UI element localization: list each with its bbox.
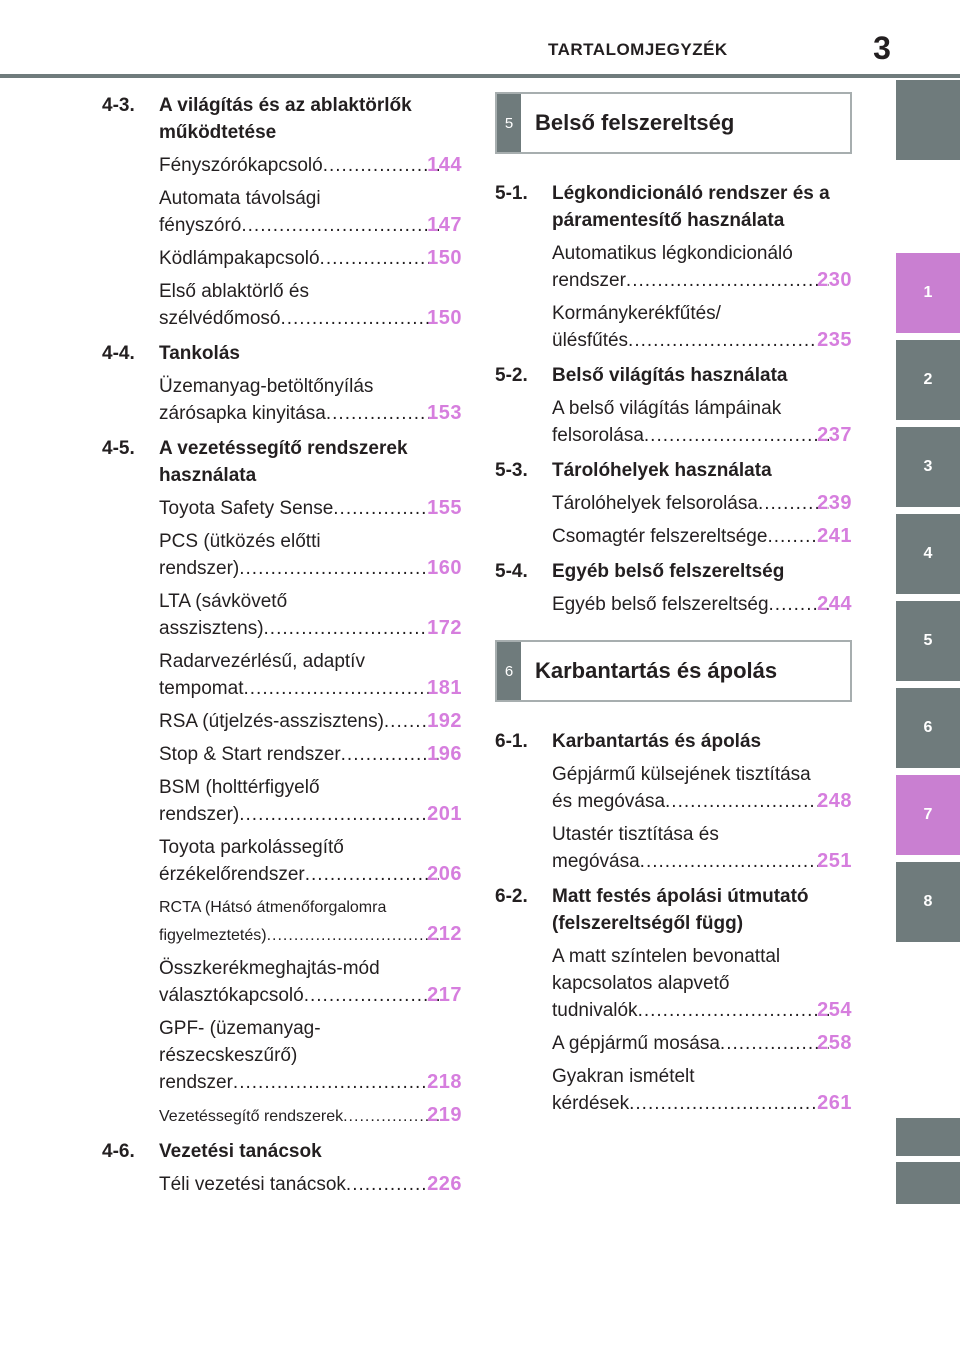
section-heading[interactable]	[102, 1138, 462, 1165]
toc-entry-page[interactable]: 172	[427, 617, 462, 639]
section-number: 5-1.	[495, 183, 528, 204]
toc-entry[interactable]	[159, 708, 462, 735]
toc-entry-page[interactable]: 217	[427, 984, 462, 1006]
toc-entry-label: Vezetéssegítő rendszerek	[159, 1108, 344, 1125]
toc-entry-label: fényszóró	[159, 215, 242, 236]
toc-entry-label: Toyota parkolássegítő	[159, 837, 344, 858]
toc-entry[interactable]	[552, 523, 852, 550]
dot-leader	[665, 788, 829, 815]
toc-entry-label: Radarvezérlésű, adaptív	[159, 651, 365, 672]
toc-entry-page[interactable]: 192	[427, 710, 462, 732]
section-title: Belső világítás használata	[552, 365, 788, 386]
section-heading[interactable]	[495, 362, 852, 389]
dot-leader	[720, 1030, 829, 1057]
section-title: A világítás és az ablaktörlők működtetése	[159, 95, 412, 143]
toc-entry-label: Gyakran ismételt	[552, 1066, 695, 1087]
section-title: Tankolás	[159, 343, 240, 364]
toc-entry-label: Tárolóhelyek felsorolása	[552, 493, 758, 514]
toc-entry-page[interactable]: 181	[427, 677, 462, 699]
toc-entry-label: tempomat	[159, 678, 244, 699]
toc-entry-page[interactable]: 237	[817, 424, 852, 446]
toc-entry[interactable]	[159, 834, 462, 888]
dot-leader	[267, 922, 440, 949]
toc-entry-label: BSM (holttérfigyelő	[159, 777, 320, 798]
chapter-tab-6[interactable]: 6	[896, 688, 960, 768]
section-heading[interactable]	[495, 457, 852, 484]
toc-entry-label: Téli vezetési tanácsok	[159, 1174, 346, 1195]
section-number: 5-2.	[495, 365, 528, 386]
chapter-6-header[interactable]	[495, 640, 852, 702]
chapter-5-sections	[495, 180, 852, 618]
dot-leader	[241, 212, 439, 239]
header-title: TARTALOMJEGYZÉK	[548, 40, 728, 59]
dot-leader	[264, 615, 440, 642]
toc-entry-label: RCTA (Hátsó átmenőforgalomra	[159, 899, 387, 916]
chapter-number: 6	[497, 642, 521, 700]
section-heading[interactable]	[495, 728, 852, 755]
chapter-title: Karbantartás és ápolás	[535, 658, 778, 683]
toc-entry-label: figyelmeztetés)	[159, 927, 267, 944]
toc-entry-page[interactable]: 261	[817, 1092, 852, 1114]
header-rule	[0, 74, 960, 78]
section-heading[interactable]	[495, 180, 852, 234]
toc-entry-page[interactable]: 226	[427, 1173, 462, 1195]
toc-entry-page[interactable]: 239	[817, 492, 852, 514]
toc-entry[interactable]	[159, 741, 462, 768]
dot-leader	[304, 982, 439, 1009]
toc-entry[interactable]	[552, 761, 852, 815]
toc-entry-label: zárósapka kinyitása	[159, 403, 326, 424]
toc-entry-page[interactable]: 218	[427, 1071, 462, 1093]
toc-entry-page[interactable]: 206	[427, 863, 462, 885]
chapter-5-header[interactable]	[495, 92, 852, 154]
toc-entry-label: és megóvása	[552, 791, 666, 812]
toc-entry-label: rendszer	[159, 1072, 233, 1093]
section-number: 4-5.	[102, 438, 135, 459]
toc-entry-label: Automata távolsági	[159, 188, 321, 209]
chapter-tab-blank[interactable]	[896, 1162, 960, 1204]
toc-entry-label: Fényszórókapcsoló	[159, 155, 323, 176]
section-number: 5-4.	[495, 561, 528, 582]
toc-left-column	[102, 92, 462, 1198]
toc-entry[interactable]	[552, 395, 852, 449]
toc-entry-label: érzékelőrendszer	[159, 864, 305, 885]
dot-leader	[629, 1090, 829, 1117]
dot-leader	[341, 741, 439, 768]
section-title: Karbantartás és ápolás	[552, 731, 762, 752]
toc-entry-label: Üzemanyag-betöltőnyílás	[159, 376, 374, 397]
toc-entry-label: ülésfűtés	[552, 330, 629, 351]
toc-entry-page[interactable]: 258	[817, 1032, 852, 1054]
section-number: 6-1.	[495, 731, 528, 752]
toc-entry-label: Ködlámpakapcsoló	[159, 248, 320, 269]
toc-entry[interactable]	[552, 240, 852, 294]
toc-entry[interactable]	[159, 894, 462, 949]
toc-entry-label: A belső világítás lámpáinak	[552, 398, 782, 419]
toc-entry[interactable]	[552, 821, 852, 875]
dot-leader	[343, 1103, 439, 1130]
dot-leader	[233, 1069, 439, 1096]
chapter-tab-3[interactable]: 3	[896, 427, 960, 507]
toc-entry-label: Egyéb belső felszereltség	[552, 594, 769, 615]
toc-entry-page[interactable]: 241	[817, 525, 852, 547]
chapter-tab-7[interactable]: 7	[896, 775, 960, 855]
toc-entry[interactable]	[159, 648, 462, 702]
dot-leader	[628, 327, 829, 354]
toc-entry-page[interactable]: 251	[817, 850, 852, 872]
toc-entry-page[interactable]: 254	[817, 999, 852, 1021]
toc-entry[interactable]	[159, 495, 462, 522]
dot-leader	[323, 152, 439, 179]
section-title: Egyéb belső felszereltség	[552, 561, 785, 582]
chapter-number: 5	[497, 94, 521, 152]
chapter-6-sections	[495, 728, 852, 1117]
dot-leader	[326, 400, 439, 427]
toc-entry[interactable]	[159, 774, 462, 828]
toc-entry-label: A gépjármű mosása	[552, 1033, 720, 1054]
toc-entry-page[interactable]: 144	[427, 154, 462, 176]
toc-entry[interactable]	[159, 152, 462, 179]
dot-leader	[239, 555, 439, 582]
toc-entry-label: szélvédőmosó	[159, 308, 281, 329]
dot-leader	[320, 245, 440, 272]
section-heading[interactable]	[102, 435, 462, 489]
toc-entry-label: LTA (sávkövető	[159, 591, 288, 612]
toc-entry[interactable]	[552, 300, 852, 354]
section-title: Matt festés ápolási útmutató (felszereltségől függ)	[552, 886, 809, 934]
toc-entry[interactable]	[159, 185, 462, 239]
toc-entry-label: Összkerékmeghajtás-mód	[159, 958, 380, 979]
chapter-tab-blank[interactable]	[896, 80, 960, 160]
toc-entry-label: tudnivalók	[552, 1000, 638, 1021]
toc-entry[interactable]	[552, 591, 852, 618]
toc-entry-page[interactable]: 235	[817, 329, 852, 351]
toc-entry-page[interactable]: 150	[427, 307, 462, 329]
section-number: 5-3.	[495, 460, 528, 481]
toc-entry[interactable]	[159, 278, 462, 332]
chapter-tab-5[interactable]: 5	[896, 601, 960, 681]
toc-right-column	[495, 92, 852, 1117]
section-heading[interactable]	[495, 558, 852, 585]
toc-entry-label: PCS (ütközés előtti	[159, 531, 321, 552]
section-heading[interactable]	[102, 340, 462, 367]
section-number: 4-3.	[102, 95, 135, 116]
section-title: Vezetési tanácsok	[159, 1141, 322, 1162]
section-number: 4-4.	[102, 343, 135, 364]
toc-entry-page[interactable]: 248	[817, 790, 852, 812]
toc-entry-label: rendszer)	[159, 804, 240, 825]
toc-entry-label: megóvása	[552, 851, 640, 872]
chapter-tab-4[interactable]: 4	[896, 514, 960, 594]
toc-entry-label: Stop & Start rendszer	[159, 744, 341, 765]
toc-entry-label: Toyota Safety Sense	[159, 498, 334, 519]
dot-leader	[640, 848, 829, 875]
toc-entry-page[interactable]: 201	[427, 803, 462, 825]
chapter-tab-blank[interactable]	[896, 1118, 960, 1156]
toc-entry-page[interactable]: 196	[427, 743, 462, 765]
toc-entry[interactable]	[159, 1015, 462, 1096]
toc-entry-label: A matt színtelen bevonattal	[552, 946, 781, 967]
section-number: 4-6.	[102, 1141, 135, 1162]
toc-entry-label: Csomagtér felszereltsége	[552, 526, 768, 547]
toc-entry[interactable]	[552, 943, 852, 1024]
dot-leader	[626, 267, 829, 294]
section-number: 6-2.	[495, 886, 528, 907]
toc-entry[interactable]	[552, 490, 852, 517]
toc-entry[interactable]	[159, 373, 462, 427]
page-number: 3	[873, 30, 891, 66]
chapter-tab-8[interactable]: 8	[896, 862, 960, 942]
toc-entry-page[interactable]: 147	[427, 214, 462, 236]
toc-entry-page[interactable]: 155	[427, 497, 462, 519]
section-heading[interactable]	[495, 883, 852, 937]
chapter-tab-2[interactable]: 2	[896, 340, 960, 420]
toc-entry-label: kérdések	[552, 1093, 630, 1114]
toc-entry-label: rendszer	[552, 270, 626, 291]
toc-entry-page[interactable]: 150	[427, 247, 462, 269]
dot-leader	[638, 997, 830, 1024]
toc-entry-page[interactable]: 160	[427, 557, 462, 579]
dot-leader	[644, 422, 829, 449]
dot-leader	[280, 305, 439, 332]
toc-entry-label: Kormánykerékfűtés/	[552, 303, 721, 324]
toc-entry-label: felsorolása	[552, 425, 644, 446]
toc-entry-label: kapcsolatos alapvető	[552, 973, 730, 994]
toc-entry-label: RSA (útjelzés-asszisztens)	[159, 711, 384, 732]
section-heading[interactable]	[102, 92, 462, 146]
toc-entry[interactable]	[159, 588, 462, 642]
toc-entry[interactable]	[159, 1171, 462, 1198]
toc-entry[interactable]	[159, 955, 462, 1009]
dot-leader	[305, 861, 439, 888]
dot-leader	[346, 1171, 439, 1198]
dot-leader	[239, 801, 439, 828]
toc-entry-page[interactable]: 153	[427, 402, 462, 424]
toc-entry[interactable]	[552, 1030, 852, 1057]
toc-entry[interactable]	[159, 1102, 462, 1130]
section-title: Légkondicionáló rendszer és a páramentesítő használata	[552, 183, 830, 231]
chapter-title: Belső felszereltség	[535, 110, 735, 135]
toc-entry-label: választókapcsoló	[159, 985, 304, 1006]
toc-entry-label: Utastér tisztítása és	[552, 824, 719, 845]
chapter-tab-1[interactable]: 1	[896, 253, 960, 333]
toc-entry-label: részecskeszűrő)	[159, 1045, 298, 1066]
toc-entry-page[interactable]: 212	[427, 923, 462, 945]
toc-entry-page[interactable]: 219	[427, 1104, 462, 1126]
toc-entry-label: Gépjármű külsejének tisztítása	[552, 764, 811, 785]
toc-entry-page[interactable]: 244	[817, 593, 852, 615]
dot-leader	[333, 495, 439, 522]
toc-entry-label: asszisztens)	[159, 618, 264, 639]
toc-entry-page[interactable]: 230	[817, 269, 852, 291]
toc-entry-label: GPF- (üzemanyag-	[159, 1018, 321, 1039]
toc-entry-label: Első ablaktörlő és	[159, 281, 309, 302]
toc-entry[interactable]	[552, 1063, 852, 1117]
toc-entry-label: Automatikus légkondicionáló	[552, 243, 793, 264]
toc-entry-label: rendszer)	[159, 558, 240, 579]
toc-entry[interactable]	[159, 245, 462, 272]
toc-entry[interactable]	[159, 528, 462, 582]
dot-leader	[243, 675, 439, 702]
section-title: Tárolóhelyek használata	[552, 460, 772, 481]
section-title: A vezetéssegítő rendszerek használata	[159, 438, 408, 486]
